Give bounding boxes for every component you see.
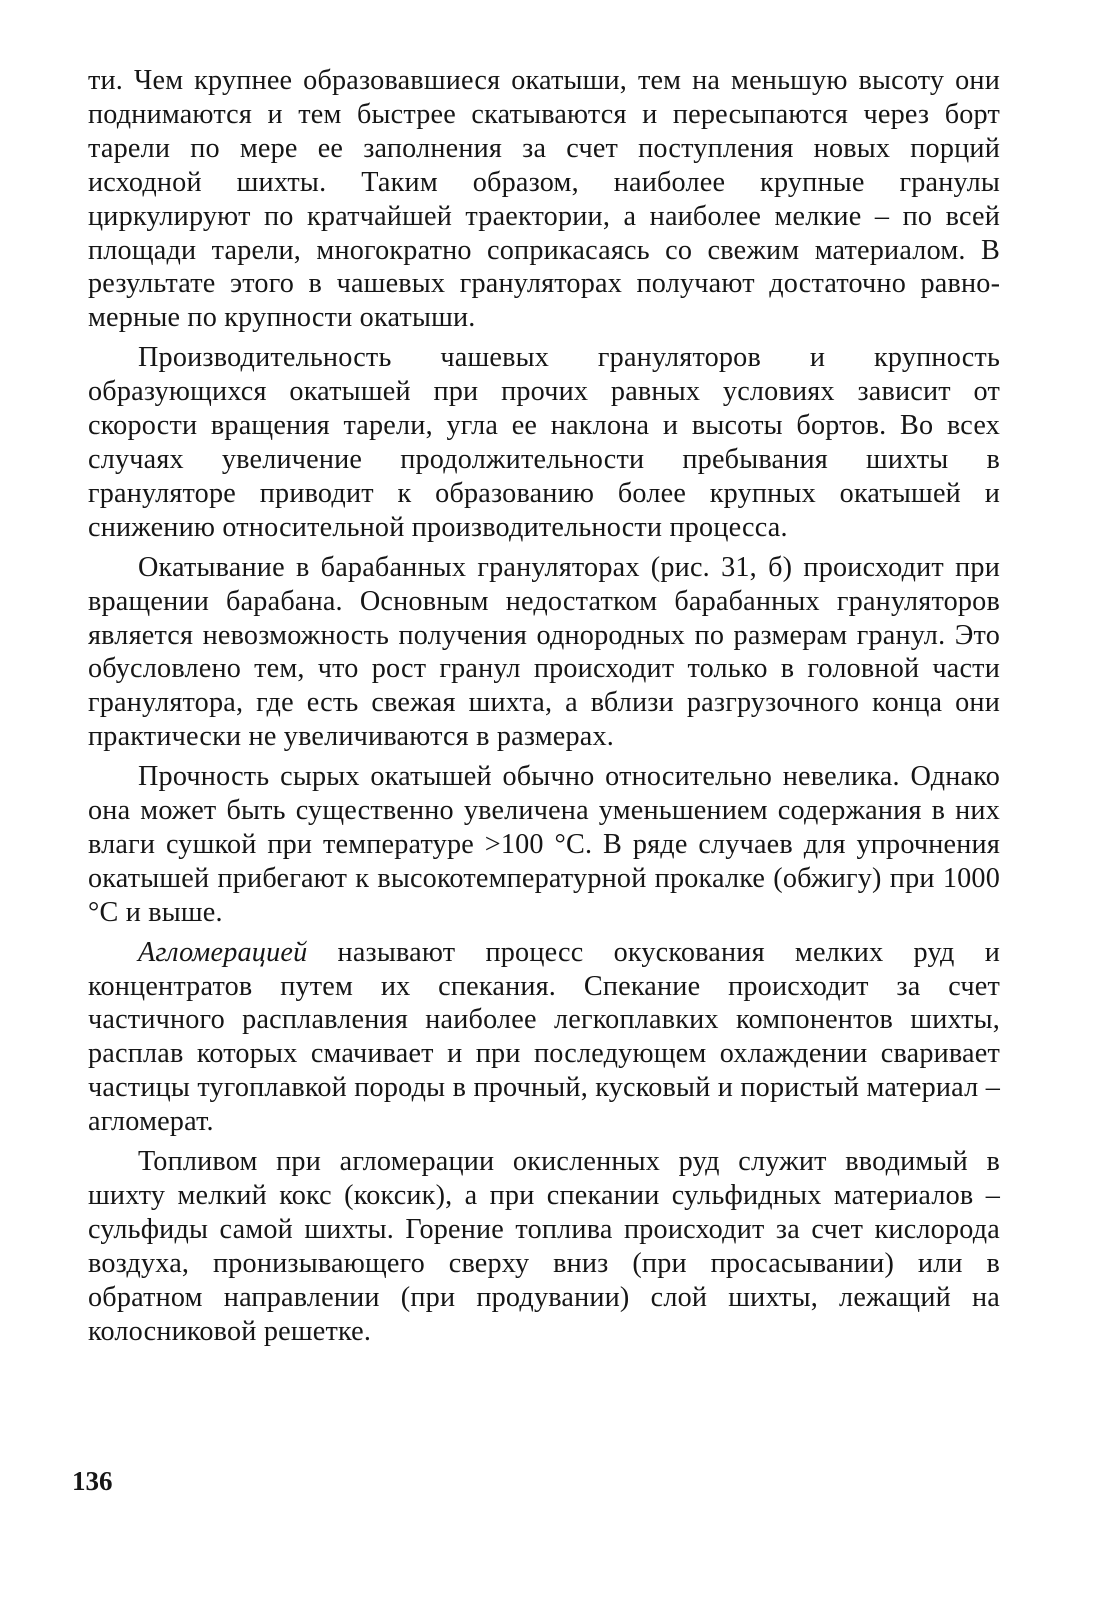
page-number: 136 xyxy=(72,1466,113,1496)
term-agglomeration: Агломерацией xyxy=(138,936,308,968)
paragraph-6: Топливом при агломерации окисленных руд служит вводимый в шихту мелкий кокс (коксик), а при спекании сульфидных материалов – сульфиды самой шихты. Горение топлива происходит за счет кислорода воздуха, пронизывающего сверху вниз (при просасывании) или в обратном направлении (при продувании) слой шихты, лежащий на колосниковой решетке. xyxy=(88,1146,1000,1347)
paragraph-2: Производительность чашевых грануляторов и крупность образующихся окатышей при прочих равных условиях зависит от скорости вращения тарели, угла ее наклона и высоты бортов. Во всех случаях увеличение продолжительности пребывания шихты в грануляторе приводит к образованию более крупных окатышей и снижению относительной производительности процесса. xyxy=(88,342,1000,543)
paragraph-3: Окатывание в барабанных грануляторах (рис. 31, б) происходит при вращении барабана. Основным недостатком барабанных грануляторов является невозможность получения однородных по размерам гранул. Это обусловлено тем, что рост гранул происходит только в головной части гранулятора, где есть свежая шихта, а вблизи разгрузочного конца они практически не увеличиваются в размерах. xyxy=(88,551,1000,753)
paragraph-5 xyxy=(88,936,1000,1139)
paragraph-1: ти. Чем крупнее образовавшиеся окатыши, тем на меньшую высоту они поднимаются и тем быстрее скатываются и пересыпаются через борт тарели по мере ее заполнения за счет поступления новых порций исходной шихты. Таким образом, наиболее крупные гранулы циркулируют по кратчайшей траектории, а наиболее мелкие – по всей площади тарели, многократно соприкасаясь со свежим материалом. В результате этого в чашевых грануляторах получают достаточно равномерные по крупности окатыши. xyxy=(88,65,1000,334)
paragraph-4: Прочность сырых окатышей обычно относительно невелика. Однако она может быть существенно увеличена уменьшением содержания в них влаги сушкой при температуре >100 °C. В ряде случаев для упрочнения окатышей прибегают к высокотемпературной прокалке (обжигу) при 1000 °C и выше. xyxy=(88,761,1000,928)
paragraph-5-text: называют процесс окускования мелких руд и концентратов путем их спекания. Спекание происходит за счет частичного расплавления наиболее легкоплавких компонентов шихты, расплав которых смачивает и при последующем охлаждении сваривает частицы тугоплавкой породы в прочный, кусковый и пористый материал – агломерат. xyxy=(88,936,1000,1138)
page-body xyxy=(88,64,1000,1355)
